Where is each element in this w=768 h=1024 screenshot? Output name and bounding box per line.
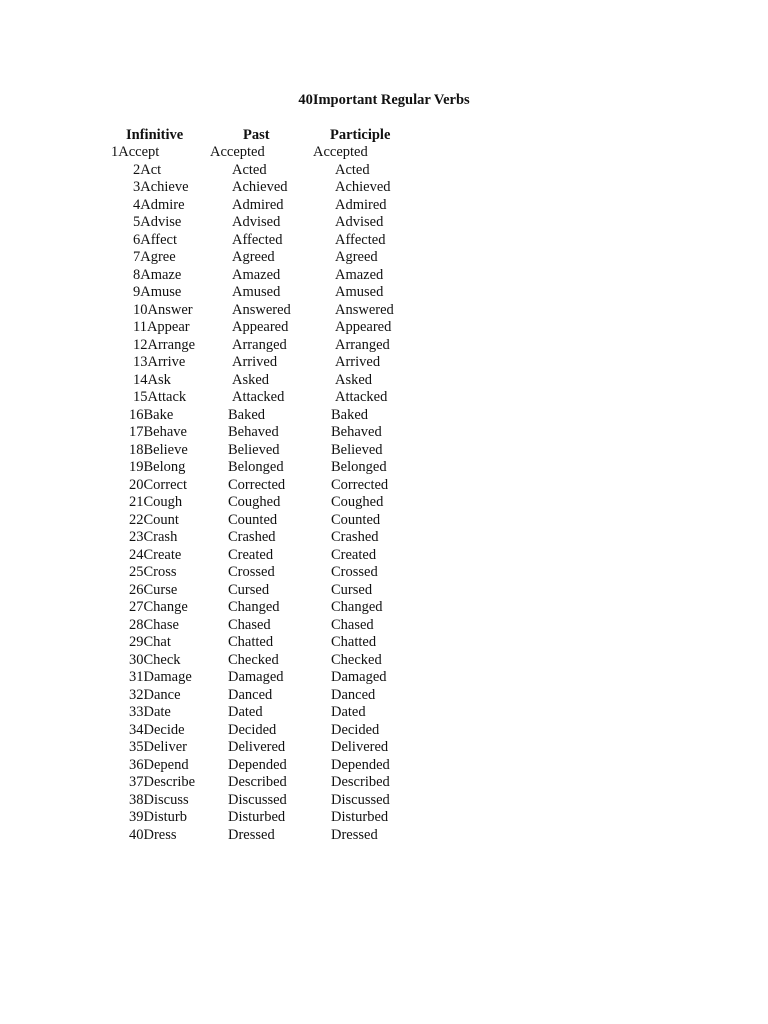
verb-infinitive: 35Deliver <box>129 739 187 755</box>
verb-infinitive: 38Discuss <box>129 791 189 808</box>
verb-infinitive: 2Act <box>133 161 162 178</box>
verb-infinitive: 24Create <box>129 546 182 563</box>
verb-infinitive: 36Depend <box>129 756 189 773</box>
verb-past: Counted <box>228 511 278 528</box>
verb-row <box>0 407 768 425</box>
verb-past: Damaged <box>228 669 284 685</box>
verb-infinitive: 19Belong <box>129 459 186 475</box>
verb-past: Behaved <box>228 424 279 440</box>
verb-infinitive: 14Ask <box>133 371 171 388</box>
verb-participle: Amused <box>335 284 384 300</box>
header-participle: Participle <box>330 127 391 143</box>
verb-past: Discussed <box>228 791 287 808</box>
verb-participle: Changed <box>331 599 383 615</box>
verb-participle: Arrived <box>335 354 381 370</box>
verb-past: Arrived <box>232 354 278 370</box>
verb-past: Advised <box>232 214 281 230</box>
verb-row <box>0 774 768 792</box>
verb-past: Dressed <box>228 826 275 843</box>
verb-row <box>0 302 768 320</box>
verb-row <box>0 179 768 197</box>
verb-row <box>0 529 768 547</box>
verb-infinitive: 25Cross <box>129 564 177 580</box>
verb-participle: Corrected <box>331 476 389 493</box>
column-headers <box>0 126 768 144</box>
verb-participle: Coughed <box>331 494 384 510</box>
verb-row <box>0 337 768 355</box>
header-past: Past <box>243 127 270 143</box>
verb-past: Asked <box>232 371 270 388</box>
verb-past: Baked <box>228 406 266 423</box>
verb-participle: Asked <box>335 371 373 388</box>
verb-participle: Affected <box>335 231 386 248</box>
verb-list <box>0 144 768 854</box>
verb-participle: Agreed <box>335 249 378 265</box>
verb-participle: Decided <box>331 721 380 738</box>
page-title: 40Important Regular Verbs <box>298 92 470 108</box>
verb-participle: Belonged <box>331 459 387 475</box>
verb-row <box>0 459 768 477</box>
verb-infinitive: 31Damage <box>129 669 192 685</box>
verb-row <box>0 372 768 390</box>
verb-participle: Crossed <box>331 564 378 580</box>
verb-infinitive: 8Amaze <box>133 266 182 283</box>
verb-past: Believed <box>228 441 280 458</box>
verb-participle: Accepted <box>313 144 368 160</box>
verb-participle: Dressed <box>331 826 378 843</box>
verb-past: Achieved <box>232 179 288 195</box>
verb-row <box>0 687 768 705</box>
verb-row <box>0 669 768 687</box>
verb-infinitive: 10Answer <box>133 301 193 318</box>
verb-row <box>0 249 768 267</box>
verb-infinitive: 40Dress <box>129 826 177 843</box>
verb-past: Acted <box>232 161 267 178</box>
verb-row <box>0 652 768 670</box>
verb-row <box>0 494 768 512</box>
verb-infinitive: 7Agree <box>133 249 176 265</box>
verb-past: Crossed <box>228 564 275 580</box>
verb-past: Cursed <box>228 581 270 598</box>
verb-row <box>0 389 768 407</box>
verb-infinitive: 37Describe <box>129 774 196 790</box>
verb-infinitive: 27Change <box>129 599 188 615</box>
verb-infinitive: 11Appear <box>133 319 190 335</box>
verb-infinitive: 5Advise <box>133 214 182 230</box>
verb-past: Answered <box>232 301 291 318</box>
verb-participle: Crashed <box>331 529 379 545</box>
verb-participle: Baked <box>331 406 369 423</box>
verb-row <box>0 162 768 180</box>
verb-participle: Amazed <box>335 266 384 283</box>
verb-past: Belonged <box>228 459 284 475</box>
verb-past: Chatted <box>228 634 274 650</box>
verb-infinitive: 22Count <box>129 511 179 528</box>
verb-participle: Admired <box>335 196 387 213</box>
verb-infinitive: 39Disturb <box>129 809 187 825</box>
verb-infinitive: 9Amuse <box>133 284 182 300</box>
verb-infinitive: 4Admire <box>133 196 185 213</box>
verb-row <box>0 197 768 215</box>
verb-participle: Achieved <box>335 179 391 195</box>
verb-participle: Created <box>331 546 377 563</box>
verb-infinitive: 3Achieve <box>133 179 189 195</box>
verb-row <box>0 477 768 495</box>
verb-row <box>0 564 768 582</box>
verb-row <box>0 599 768 617</box>
verb-participle: Chased <box>331 616 374 633</box>
verb-past: Amused <box>232 284 281 300</box>
verb-infinitive: 20Correct <box>129 476 187 493</box>
verb-infinitive: 21Cough <box>129 494 183 510</box>
verb-past: Affected <box>232 231 283 248</box>
verb-row <box>0 232 768 250</box>
verb-infinitive: 15Attack <box>133 389 187 405</box>
verb-row <box>0 319 768 337</box>
verb-row <box>0 617 768 635</box>
verb-row <box>0 722 768 740</box>
verb-participle: Depended <box>331 756 390 773</box>
verb-infinitive: 6Affect <box>133 231 178 248</box>
verb-infinitive: 18Believe <box>129 441 188 458</box>
verb-past: Chased <box>228 616 271 633</box>
verb-past: Attacked <box>232 389 285 405</box>
verb-row <box>0 214 768 232</box>
verb-past: Danced <box>228 686 273 703</box>
verb-row <box>0 284 768 302</box>
verb-participle: Advised <box>335 214 384 230</box>
verb-infinitive: 26Curse <box>129 581 178 598</box>
verb-row <box>0 827 768 845</box>
verb-participle: Delivered <box>331 739 389 755</box>
verb-past: Described <box>228 774 287 790</box>
verb-row <box>0 547 768 565</box>
verb-participle: Danced <box>331 686 376 703</box>
verb-infinitive: 1Accept <box>111 144 160 160</box>
verb-row <box>0 809 768 827</box>
verb-infinitive: 28Chase <box>129 616 179 633</box>
verb-row <box>0 634 768 652</box>
verb-row <box>0 354 768 372</box>
verb-participle: Chatted <box>331 634 377 650</box>
verb-infinitive: 33Date <box>129 704 171 720</box>
verb-past: Admired <box>232 196 284 213</box>
verb-row <box>0 144 768 162</box>
verb-row <box>0 267 768 285</box>
verb-past: Decided <box>228 721 277 738</box>
verb-past: Coughed <box>228 494 281 510</box>
verb-participle: Counted <box>331 511 381 528</box>
verb-infinitive: 23Crash <box>129 529 178 545</box>
verb-infinitive: 34Decide <box>129 721 185 738</box>
verb-row <box>0 582 768 600</box>
verb-past: Accepted <box>210 144 265 160</box>
verb-past: Crashed <box>228 529 276 545</box>
verb-infinitive: 29Chat <box>129 634 171 650</box>
header-infinitive: Infinitive <box>126 127 184 143</box>
verb-past: Arranged <box>232 336 287 353</box>
verb-infinitive: 13Arrive <box>133 354 186 370</box>
verb-participle: Damaged <box>331 669 387 685</box>
verb-participle: Dated <box>331 704 366 720</box>
verb-infinitive: 17Behave <box>129 424 187 440</box>
verb-past: Depended <box>228 756 287 773</box>
verb-row <box>0 424 768 442</box>
verb-participle: Attacked <box>335 389 388 405</box>
verb-infinitive: 30Check <box>129 651 181 668</box>
verb-participle: Behaved <box>331 424 382 440</box>
verb-past: Checked <box>228 651 279 668</box>
verb-past: Amazed <box>232 266 281 283</box>
verb-row <box>0 704 768 722</box>
verb-participle: Arranged <box>335 336 390 353</box>
verb-row <box>0 442 768 460</box>
verb-participle: Believed <box>331 441 383 458</box>
verb-participle: Discussed <box>331 791 390 808</box>
verb-past: Changed <box>228 599 280 615</box>
verb-participle: Checked <box>331 651 382 668</box>
verb-participle: Answered <box>335 301 394 318</box>
verb-past: Delivered <box>228 739 286 755</box>
verb-infinitive: 32Dance <box>129 686 181 703</box>
verb-row <box>0 512 768 530</box>
verb-participle: Acted <box>335 161 370 178</box>
verb-past: Appeared <box>232 319 289 335</box>
verb-row <box>0 757 768 775</box>
verb-participle: Disturbed <box>331 809 389 825</box>
verb-past: Corrected <box>228 476 286 493</box>
verb-past: Created <box>228 546 274 563</box>
verb-participle: Appeared <box>335 319 392 335</box>
verb-past: Dated <box>228 704 263 720</box>
verb-participle: Described <box>331 774 390 790</box>
verb-past: Agreed <box>232 249 275 265</box>
verb-row <box>0 739 768 757</box>
verb-row <box>0 792 768 810</box>
verb-past: Disturbed <box>228 809 286 825</box>
verb-infinitive: 16Bake <box>129 406 174 423</box>
verb-participle: Cursed <box>331 581 373 598</box>
verb-infinitive: 12Arrange <box>133 336 196 353</box>
